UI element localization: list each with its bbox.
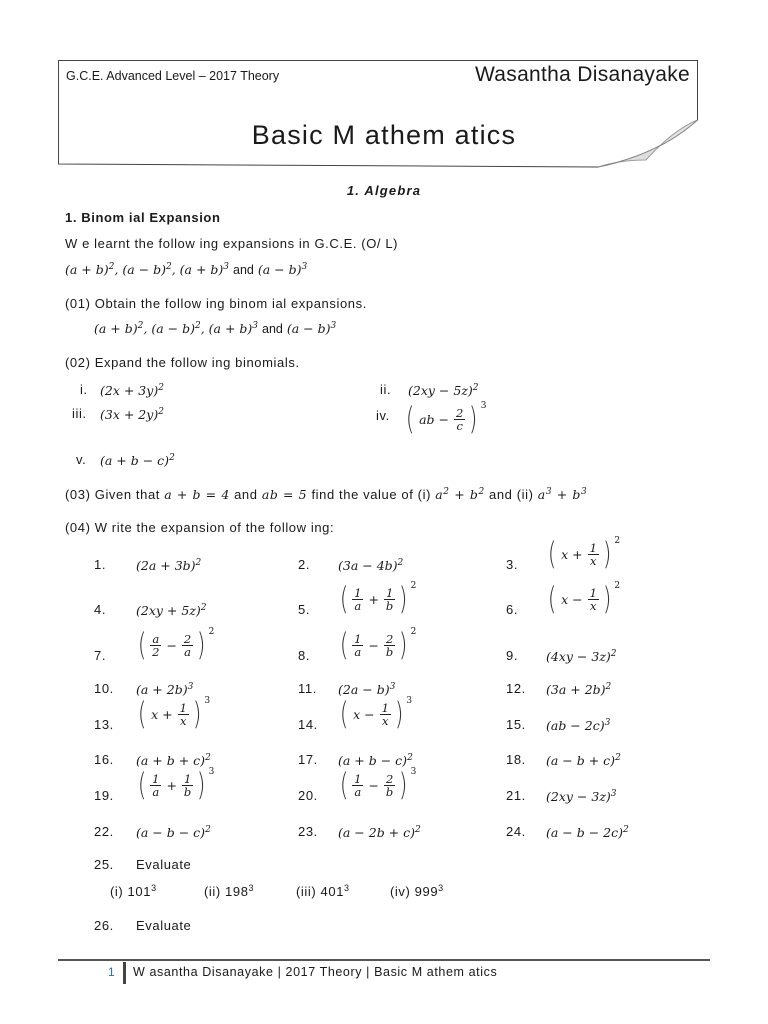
expression-body: (a − b − 2c)	[546, 825, 624, 840]
q04-item-number: 2.	[298, 557, 311, 572]
expression-body: (2xy − 5z)	[408, 383, 473, 398]
q04-item-number: 1.	[94, 557, 107, 572]
q04-item-expression	[546, 681, 611, 699]
exponent: 2	[397, 558, 404, 568]
math-expression	[546, 649, 617, 664]
q02-item-label: v.	[76, 452, 87, 467]
math-expression	[100, 407, 164, 422]
q02-item-label: iv.	[376, 408, 390, 423]
math-expression	[136, 603, 207, 618]
expression-body: (2a − b)	[338, 682, 390, 697]
exponent: 3	[151, 883, 157, 893]
q04-item-number: 10.	[94, 681, 114, 696]
expression-body: (3a − 4b)	[338, 558, 398, 573]
fraction-expression	[338, 696, 413, 732]
q04-item-number: 25.	[94, 857, 114, 872]
left-paren: (	[339, 627, 349, 663]
exponent: 2	[614, 536, 621, 546]
right-paren: )	[399, 581, 408, 617]
fraction	[182, 633, 193, 658]
fraction-expression	[136, 627, 215, 663]
fraction-numerator: 1	[179, 700, 187, 715]
expression-body: (a − b + c)	[546, 753, 616, 768]
intro-line: W e learnt the follow ing expansions in G.C.E. (O/ L)	[65, 236, 399, 251]
fraction-denominator: b	[385, 599, 394, 613]
math-expression	[338, 558, 403, 573]
q04-item-expression	[136, 696, 211, 732]
fraction	[352, 633, 363, 658]
exponent: 3	[248, 883, 255, 893]
q04-item-expression	[136, 824, 211, 842]
q04-item-number: 21.	[506, 788, 526, 803]
q04-item-expression	[338, 824, 421, 842]
intro-expressions: $(a + b)^2$, $(a - b)^2$, $(a + b)^3$ and $(a - b)^3$	[65, 262, 308, 277]
operator: −	[166, 638, 177, 653]
exponent: 2	[472, 383, 479, 393]
fraction	[150, 633, 161, 658]
page-number: 1	[108, 965, 115, 979]
exponent: 2	[169, 453, 175, 463]
left-paren: (	[137, 767, 147, 803]
q02-item-label: iii.	[72, 406, 87, 421]
q04-item-label: Evaluate	[136, 918, 192, 933]
right-paren: )	[192, 696, 202, 732]
q02-item-label: ii.	[380, 382, 392, 397]
q25-part	[110, 884, 157, 899]
math-expression	[546, 825, 629, 840]
fraction-numerator: 1	[381, 700, 389, 715]
fraction-numerator: 2	[385, 771, 394, 786]
q04-item-number: 7.	[94, 648, 107, 663]
fraction-denominator: a	[184, 645, 192, 659]
footer-rule	[58, 959, 710, 961]
math-expression	[136, 558, 201, 573]
q04-item-expression	[546, 648, 617, 666]
exponent: 2	[195, 558, 202, 568]
right-paren: )	[602, 581, 612, 617]
q04-item-expression	[338, 696, 413, 732]
q04-item-number: 11.	[298, 681, 317, 696]
left-paren: (	[547, 581, 557, 617]
q04-item-expression	[546, 824, 629, 842]
math-expression	[338, 682, 395, 697]
fraction-expression	[338, 627, 417, 663]
exponent: 3	[410, 767, 417, 777]
exponent: 3	[604, 718, 611, 728]
fraction-denominator: c	[456, 419, 463, 433]
header-author: Wasantha Disanayake	[474, 63, 690, 86]
question-03: (03) Given that a + b = 4 and ab = 5 find the value of (i) $a^2 + b^2$ and (ii) $a^3 + b^3$	[65, 487, 588, 502]
fraction-denominator: a	[354, 645, 362, 659]
expression-body: (3x + 2y)	[100, 407, 159, 422]
q02-item-expression	[100, 406, 164, 424]
q04-item-number: 15.	[506, 717, 526, 732]
q04-item-number: 3.	[506, 557, 519, 572]
fraction	[178, 702, 189, 727]
exponent: 2	[158, 407, 164, 417]
q25-part-text: (iv) 999	[390, 884, 439, 899]
fraction-denominator: x	[382, 714, 389, 728]
exponent: 3	[208, 767, 215, 777]
q04-item-expression	[338, 627, 417, 663]
exponent: 3	[406, 696, 413, 706]
exponent: 3	[389, 682, 396, 692]
fraction	[352, 773, 363, 798]
fraction-numerator: 1	[589, 540, 597, 555]
fraction-expression	[338, 581, 417, 617]
right-paren: )	[197, 767, 206, 803]
fraction-denominator: 2	[152, 645, 160, 659]
fraction-denominator: b	[183, 785, 192, 799]
q04-item-expression	[338, 557, 403, 575]
math-expression	[136, 825, 211, 840]
fraction-expression	[546, 536, 621, 572]
expression-body: (2xy + 5z)	[136, 603, 201, 618]
q02-item-expression	[404, 401, 487, 437]
q04-item-expression	[136, 627, 215, 663]
fraction-numerator: 2	[385, 631, 394, 646]
question-04: (04) W rite the expansion of the follow ing:	[65, 520, 335, 535]
q04-item-number: 9.	[506, 648, 519, 663]
exponent: 2	[410, 627, 417, 637]
q04-item-number: 4.	[94, 602, 107, 617]
expression-body: (a + 2b)	[136, 682, 188, 697]
q04-item-expression	[546, 717, 610, 735]
left-paren: (	[137, 627, 147, 663]
fraction	[454, 407, 465, 432]
q25-part	[296, 884, 350, 899]
q25-part	[204, 884, 254, 899]
fraction	[182, 773, 193, 798]
fraction	[352, 587, 363, 612]
operator: −	[368, 778, 379, 793]
fraction-numerator: a	[152, 631, 160, 646]
fraction	[588, 587, 599, 612]
question-01: (01) Obtain the follow ing binom ial expansions.	[65, 296, 367, 311]
q04-item-number: 16.	[94, 752, 114, 767]
left-paren: (	[405, 401, 415, 437]
math-expression	[136, 753, 211, 768]
page-title: Basic M athem atics	[251, 120, 517, 150]
q04-item-expression	[546, 581, 621, 617]
exponent: 2	[615, 753, 621, 763]
exponent: 2	[158, 383, 164, 393]
expression-body: (3a + 2b)	[546, 682, 606, 697]
expression-prefix: x −	[353, 707, 375, 722]
exponent: 2	[205, 825, 211, 835]
expression-prefix: x +	[561, 547, 583, 562]
math-expression	[546, 789, 617, 804]
math-expression	[408, 383, 479, 398]
left-paren: (	[547, 536, 557, 572]
fraction-numerator: 1	[589, 585, 597, 600]
fraction-denominator: b	[385, 785, 394, 799]
exponent: 2	[200, 603, 207, 613]
expression-prefix: x +	[151, 707, 173, 722]
fraction-expression	[546, 581, 621, 617]
fraction-expression	[338, 767, 417, 803]
expression-body: (4xy − 3z)	[546, 649, 611, 664]
q04-item-expression	[546, 752, 621, 770]
math-expression	[546, 718, 610, 733]
q02-item-expression	[100, 452, 175, 470]
subsection-title: 1. Binom ial Expansion	[65, 210, 221, 225]
left-paren: (	[339, 767, 349, 803]
q04-item-number: 18.	[506, 752, 526, 767]
exponent: 2	[407, 753, 413, 763]
fraction-expression	[136, 767, 215, 803]
right-paren: )	[399, 627, 408, 663]
expression-body: (2xy − 3z)	[546, 789, 611, 804]
q04-item-number: 17.	[298, 752, 318, 767]
q04-item-number: 8.	[298, 648, 311, 663]
exponent: 3	[344, 883, 350, 893]
fraction-expression	[136, 696, 211, 732]
left-paren: (	[339, 696, 349, 732]
q25-part-text: (i) 101	[110, 884, 152, 899]
fraction-denominator: x	[590, 599, 597, 613]
q02-item-expression	[408, 382, 479, 400]
math-expression	[100, 383, 164, 398]
exponent: 2	[410, 581, 417, 591]
q04-item-expression	[338, 767, 417, 803]
fraction-numerator: 1	[354, 585, 362, 600]
fraction-numerator: 1	[385, 585, 394, 600]
expression-prefix: ab −	[419, 412, 450, 427]
fraction	[384, 587, 395, 612]
q01-expressions: $(a + b)^2$, $(a - b)^2$, $(a + b)^3$ and $(a - b)^3$	[94, 321, 337, 336]
fraction	[380, 702, 391, 727]
fraction-expression	[404, 401, 487, 437]
expression-prefix: x −	[561, 592, 583, 607]
q25-part-text: (ii) 198	[204, 884, 249, 899]
footer-divider	[123, 962, 126, 984]
q04-item-expression	[136, 767, 215, 803]
exponent: 2	[208, 627, 215, 637]
q04-item-number: 13.	[94, 717, 114, 732]
exponent: 3	[204, 696, 211, 706]
left-paren: (	[137, 696, 147, 732]
exponent: 3	[438, 883, 444, 893]
operator: +	[166, 778, 177, 793]
fraction-denominator: a	[354, 599, 362, 613]
q04-item-number: 6.	[506, 602, 519, 617]
exponent: 2	[415, 825, 421, 835]
fraction-denominator: x	[180, 714, 187, 728]
math-expression	[136, 682, 193, 697]
math-expression	[338, 753, 413, 768]
fraction-numerator: 2	[183, 631, 192, 646]
fraction-denominator: a	[354, 785, 362, 799]
q04-item-number: 19.	[94, 788, 114, 803]
expression-body: (2a + 3b)	[136, 558, 196, 573]
expression-body: (a + b − c)	[100, 453, 170, 468]
math-expression	[546, 682, 611, 697]
expression-body: (ab − 2c)	[546, 718, 605, 733]
q04-item-expression	[546, 788, 617, 806]
expression-body: (a − b − c)	[136, 825, 206, 840]
fraction	[588, 542, 599, 567]
fraction-denominator: x	[590, 554, 597, 568]
fraction	[384, 773, 395, 798]
exponent: 3	[610, 789, 617, 799]
q04-item-expression	[546, 536, 621, 572]
fraction-denominator: a	[152, 785, 160, 799]
right-paren: )	[197, 627, 206, 663]
q04-item-expression	[136, 602, 207, 620]
exponent: 2	[610, 649, 617, 659]
right-paren: )	[394, 696, 404, 732]
fraction-numerator: 1	[183, 771, 192, 786]
expression-body: (2x + 3y)	[100, 383, 159, 398]
q04-item-expression	[136, 557, 201, 575]
fraction	[384, 633, 395, 658]
exponent: 3	[480, 401, 487, 411]
question-02: (02) Expand the follow ing binomials.	[65, 355, 300, 370]
q02-item-expression	[100, 382, 164, 400]
q04-item-label: Evaluate	[136, 857, 192, 872]
exponent: 3	[187, 682, 194, 692]
q25-part-text: (iii) 401	[296, 884, 345, 899]
fraction-denominator: b	[385, 645, 394, 659]
operator: +	[368, 592, 379, 607]
fraction-numerator: 2	[456, 405, 464, 420]
fraction-numerator: 1	[354, 631, 362, 646]
q04-item-number: 22.	[94, 824, 114, 839]
exponent: 2	[623, 825, 629, 835]
expression-body: (a + b − c)	[338, 753, 408, 768]
math-expression	[338, 825, 421, 840]
q04-item-number: 23.	[298, 824, 318, 839]
left-paren: (	[339, 581, 349, 617]
exponent: 2	[605, 682, 612, 692]
expression-body: (a + b + c)	[136, 753, 206, 768]
right-paren: )	[469, 401, 478, 437]
q04-item-number: 5.	[298, 602, 311, 617]
footer-text: W asantha Disanayake | 2017 Theory | Basic M athem atics	[133, 965, 498, 979]
fraction-numerator: 1	[152, 771, 160, 786]
q04-item-expression	[338, 581, 417, 617]
q02-item-label: i.	[80, 382, 88, 397]
expression-body: (a − 2b + c)	[338, 825, 416, 840]
exponent: 2	[205, 753, 211, 763]
operator: −	[368, 638, 379, 653]
header-course: G.C.E. Advanced Level – 2017 Theory	[66, 69, 280, 83]
right-paren: )	[602, 536, 612, 572]
q04-item-number: 12.	[506, 681, 526, 696]
fraction-numerator: 1	[354, 771, 362, 786]
exponent: 2	[614, 581, 621, 591]
math-expression	[100, 453, 175, 468]
q25-part	[390, 884, 444, 899]
fraction	[150, 773, 161, 798]
section-title: 1. Algebra	[346, 183, 422, 198]
right-paren: )	[399, 767, 408, 803]
q04-item-number: 20.	[298, 788, 318, 803]
q04-item-number: 26.	[94, 918, 114, 933]
q04-item-number: 14.	[298, 717, 318, 732]
q04-item-number: 24.	[506, 824, 526, 839]
math-expression	[546, 753, 621, 768]
